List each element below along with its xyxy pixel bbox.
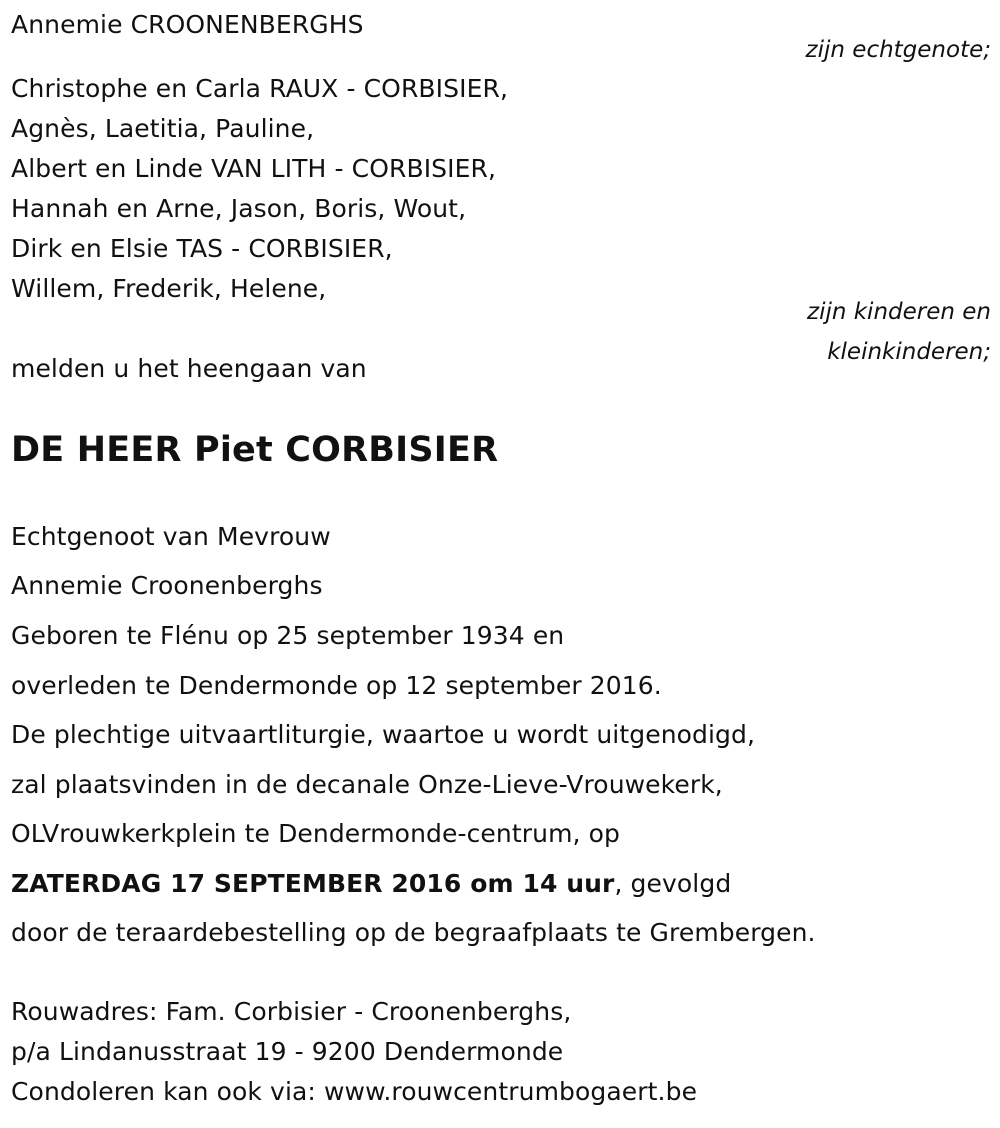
detail-line-3: Geboren te Flénu op 25 september 1934 en	[11, 621, 565, 650]
detail-line-6: zal plaatsvinden in de decanale Onze-Lieve-Vrouwekerk,	[11, 770, 723, 799]
children-line-2: Agnès, Laetitia, Pauline,	[11, 114, 315, 143]
detail-line-4: overleden te Dendermonde op 12 september 2016.	[11, 671, 662, 700]
children-line-1: Christophe en Carla RAUX - CORBISIER,	[11, 74, 509, 103]
children-line-6: Willem, Frederik, Helene,	[11, 274, 327, 303]
announcement: melden u het heengaan van	[11, 354, 367, 383]
detail-line-5: De plechtige uitvaartliturgie, waartoe u wordt uitgenodigd,	[11, 720, 756, 749]
children-role-line-1: zijn kinderen en	[807, 299, 991, 325]
detail-line-1: Echtgenoot van Mevrouw	[11, 522, 331, 551]
detail-line-9: door de teraardebestelling op de begraafplaats te Grembergen.	[11, 918, 816, 947]
deceased-name: DE HEER Piet CORBISIER	[11, 430, 499, 470]
children-line-4: Hannah en Arne, Jason, Boris, Wout,	[11, 194, 467, 223]
spouse-name: Annemie CROONENBERGHS	[11, 10, 364, 39]
detail-line-2: Annemie Croonenberghs	[11, 571, 323, 600]
children-line-5: Dirk en Elsie TAS - CORBISIER,	[11, 234, 393, 263]
funeral-date: ZATERDAG 17 SEPTEMBER 2016 om 14 uur	[11, 869, 615, 898]
detail-line-7: OLVrouwkerkplein te Dendermonde-centrum, op	[11, 819, 620, 848]
spouse-role: zijn echtgenote;	[805, 37, 991, 63]
children-role-line-2: kleinkinderen;	[827, 339, 991, 365]
children-line-3: Albert en Linde VAN LITH - CORBISIER,	[11, 154, 497, 183]
contact-address-line-1: Rouwadres: Fam. Corbisier - Croonenberghs,	[11, 997, 572, 1026]
contact-address-line-2: p/a Lindanusstraat 19 - 9200 Dendermonde	[11, 1037, 564, 1066]
funeral-date-suffix: , gevolgd	[614, 869, 732, 898]
condolence-website-line: Condoleren kan ook via: www.rouwcentrumbogaert.be	[11, 1077, 698, 1106]
funeral-date-line	[11, 869, 731, 899]
